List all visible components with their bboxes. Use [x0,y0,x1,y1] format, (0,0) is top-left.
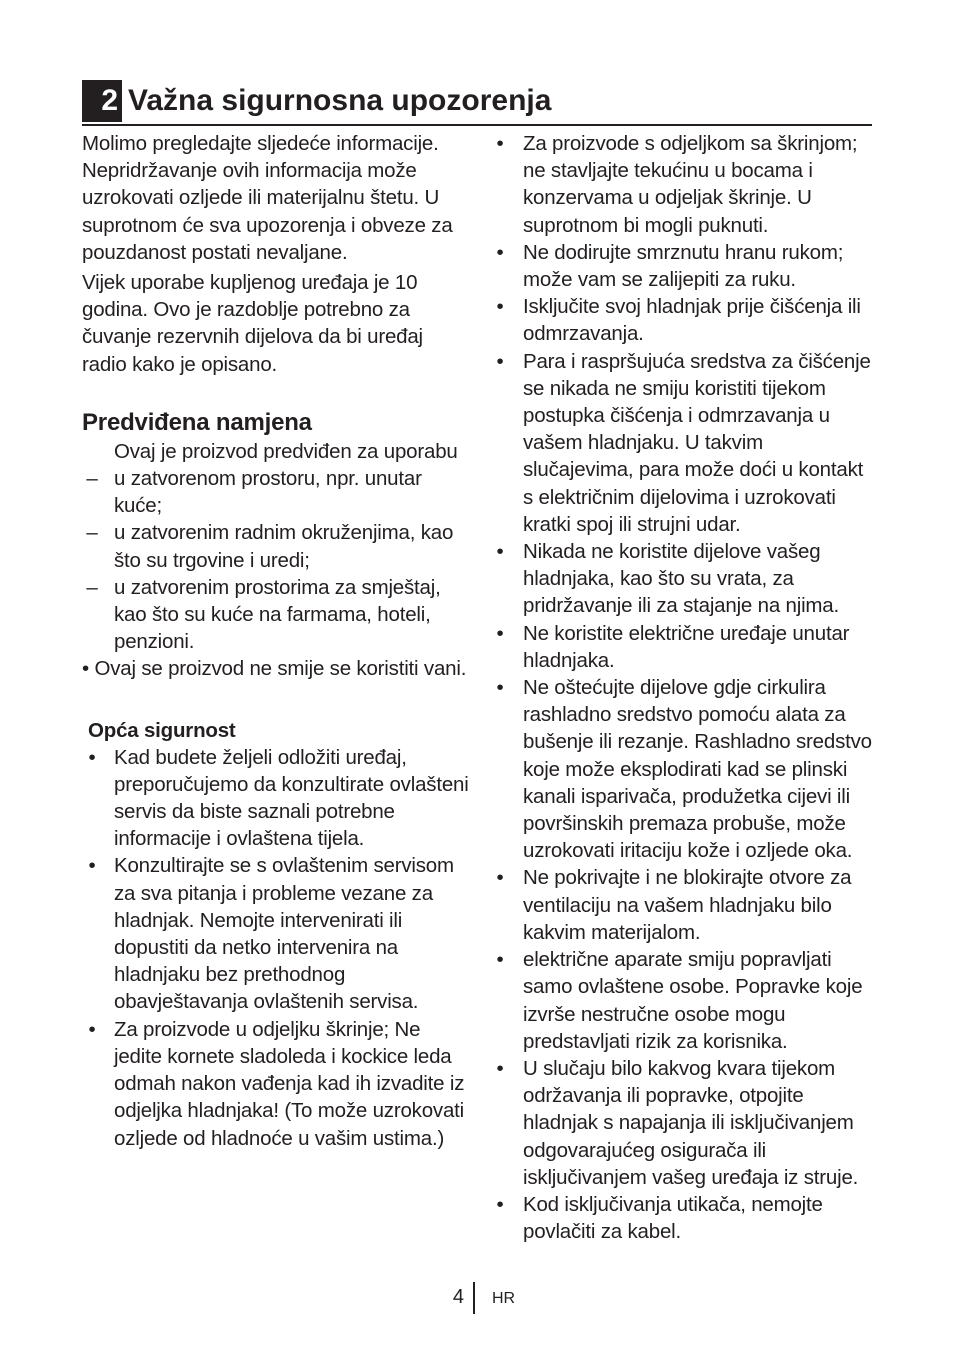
bullet-marker: • [496,240,504,264]
left-column [82,130,472,1152]
bullet-marker: • [496,349,504,373]
language-code: HR [492,1290,516,1307]
bullet-marker: • [496,540,504,564]
intended-use-lead: Ovaj je proizvod predviđen za uporabu [114,439,458,463]
bullet-marker: • [88,854,96,878]
page-number: 4 [452,1286,464,1308]
list-item: • Ne dodirujte smrznutu hranu rukom; može vam se zalijepiti za ruku. [490,239,874,293]
list-item: • električne aparate smiju popravljati samo ovlaštene osobe. Popravke koje izvrše nestručne osobe mogu predstavljati rizik za korisnika. [490,946,874,1055]
list-item: • Kod isključivanja utikača, nemojte povlačiti za kabel. [490,1191,874,1245]
page-footer [0,1282,954,1316]
intended-use-note: • Ovaj se proizvod ne smije se koristiti vani. [82,657,467,681]
list-item: • Kad budete željeli odložiti uređaj, preporučujemo da konzultirate ovlašteni servis da biste saznali potrebne informacije i ovlaštena tijela. [82,744,472,853]
bullet-marker: • [496,621,504,645]
list-item: • Konzultirajte se s ovlaštenim servisom za sva pitanja i probleme vezane za hladnjak. Nemojte intervenirati ili dopustiti da netko intervenira na hladnjaku bez prethodnog obavještavanja ovlaštenih servisa. [82,852,472,1015]
section-title: Važna sigurnosna upozorenja [128,84,552,117]
bullet-marker: • [496,295,504,319]
intended-use-list [82,465,472,655]
list-item: • Ne pokrivajte i ne blokirajte otvore za ventilaciju na vašem hladnjaku bilo kakvim materijalom. [490,864,874,946]
bullet-marker: • [496,1192,504,1216]
bullet-marker: • [496,948,504,972]
list-item: • Para i raspršujuća sredstva za čišćenje se nikada ne smiju koristiti tijekom postupka čišćenja i odmrzavanja u vašem hladnjaku. U takvim slučajevima, para može doći u kontakt s električnim dijelovima i uzrokovati kratki spoj ili strujni udar. [490,348,874,538]
list-item: • Isključite svoj hladnjak prije čišćenja ili odmrzavanja. [490,293,874,347]
bullet-marker: • [496,676,504,700]
section-number: 2 [82,80,122,122]
bullet-marker: • [88,1017,96,1041]
list-item: – u zatvorenom prostoru, npr. unutar kuće; [82,465,472,519]
bullet-marker: • [88,745,96,769]
list-item: • Ne koristite električne uređaje unutar hladnjaka. [490,620,874,674]
bullet-marker: • [496,1056,504,1080]
general-safety-heading: Opća sigurnost [88,718,236,742]
intended-use-heading: Predviđena namjena [82,408,312,436]
safety-list-right [490,130,874,1245]
list-item: • Ne oštećujte dijelove gdje cirkulira rashladno sredstvo pomoću alata za bušenje ili rezanje. Rashladno sredstvo koje može eksplodirati kad se plinski kanali isparivača, produžetka cijevi ili površinskih premaza probuše, može uzrokovati iritaciju kože i ozljede oka. [490,674,874,864]
list-item: • Nikada ne koristite dijelove vašeg hladnjaka, kao što su vrata, za pridržavanje ili za stajanje na njima. [490,538,874,620]
bullet-marker: • [496,132,504,155]
list-item: • U slučaju bilo kakvog kvara tijekom održavanja ili popravke, otpojite hladnjak s napajanja ili isključivanjem odgovarajućeg osigurača ili isključivanjem vašeg uređaja iz struje. [490,1055,874,1191]
intro-paragraph: Vijek uporabe kupljenog uređaja je 10 godina. Ovo je razdoblje potrebno za čuvanje rezervnih dijelova da bi uređaj radio kako je opisano. [82,271,423,376]
list-item: – u zatvorenim prostorima za smještaj, kao što su kuće na farmama, hoteli, penzioni. [82,574,472,656]
list-item: • Za proizvode u odjeljku škrinje; Ne jedite kornete sladoleda i kockice leda odmah nakon vađenja kad ih izvadite iz odjeljka hladnjaka! (To može uzrokovati ozljede od hladnoće u vašim ustima.) [82,1016,472,1152]
dash-marker: – [86,521,98,545]
section-header [82,80,872,126]
right-column [490,130,874,1245]
footer-divider [473,1282,475,1314]
bullet-marker: • [496,866,504,890]
safety-list-left [82,744,472,1152]
dash-marker: – [86,467,98,491]
intro-paragraph: Molimo pregledajte sljedeće informacije. Nepridržavanje ovih informacija može uzrokovati ozljede ili materijalnu štetu. U suprotnom će sva upozorenja i obveze za pouzdanost postati nevaljane. [82,132,453,264]
list-item: – u zatvorenim radnim okruženjima, kao što su trgovine i uredi; [82,519,472,573]
dash-marker: – [86,575,98,599]
list-item: • Za proizvode s odjeljkom sa škrinjom; ne stavljajte tekućinu u bocama i konzervama u odjeljak škrinje. U suprotnom bi mogli puknuti. [490,130,874,239]
